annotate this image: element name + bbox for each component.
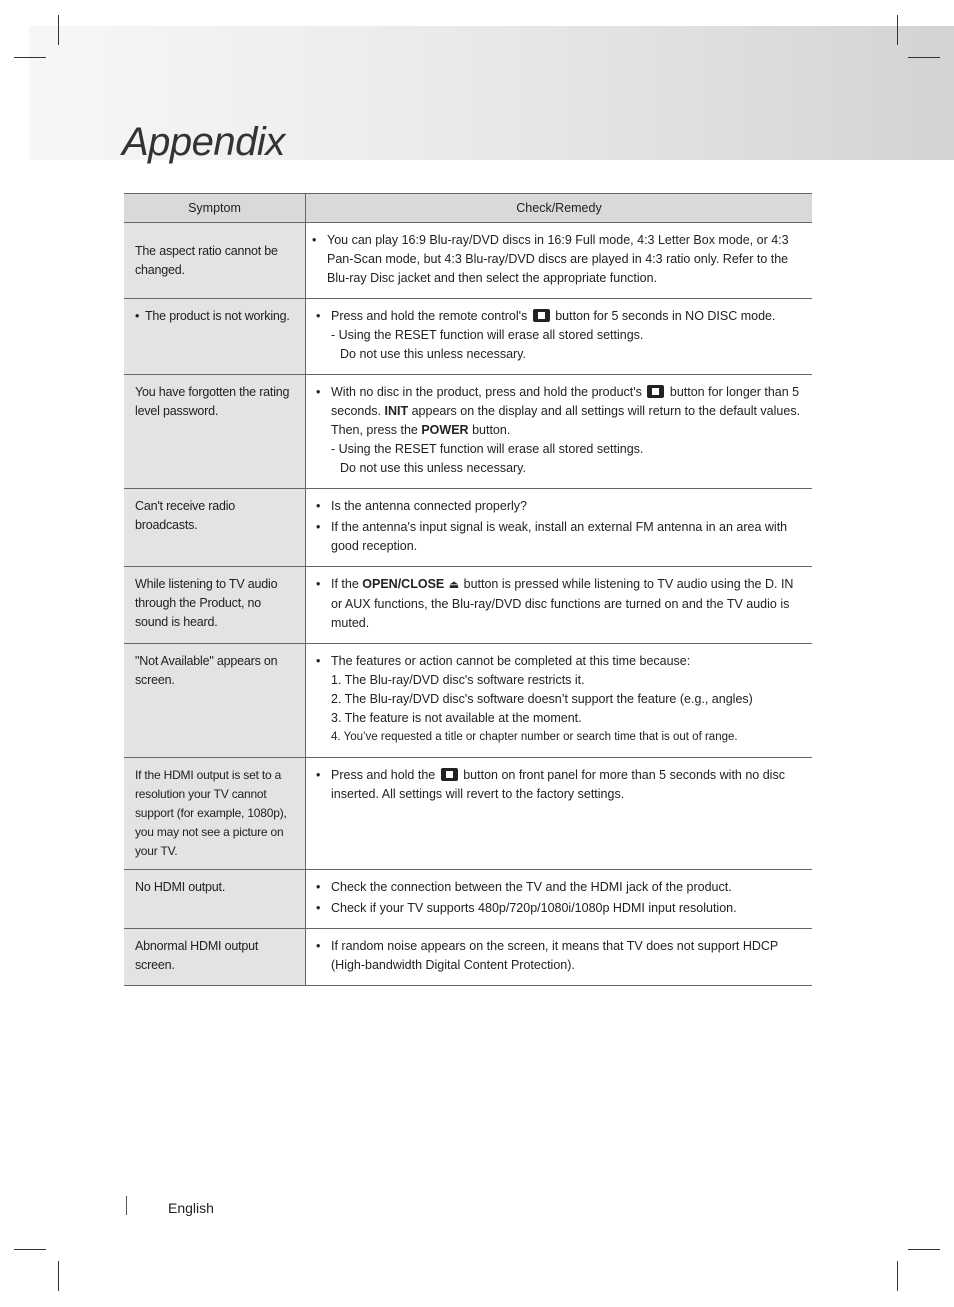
remedy-list [316,937,802,975]
remedy-text: The features or action cannot be completed at this time because: [331,654,691,668]
symptom-text: • The product is not working. [135,307,295,326]
list-item [316,652,802,747]
symptom-cell: Abnormal HDMI output screen. [124,929,306,986]
symptom-cell: If the HDMI output is set to a resolution your TV cannot support (for example, 1080p), you may not see a picture on your TV. [124,758,306,870]
stop-button-icon [441,768,458,781]
list-item [316,766,802,804]
remedy-cell [306,299,813,375]
remedy-cell [306,489,813,567]
remedy-text: Check if your TV supports 480p/720p/1080i/1080p HDMI input resolution. [331,901,737,915]
remedy-list [316,652,802,747]
list-item [316,518,802,556]
remedy-subline: 4. You’ve requested a title or chapter number or search time that is out of range. [331,731,738,743]
remedy-text: You can play 16:9 Blu-ray/DVD discs in 16:9 Full mode, 4:3 Letter Box mode, or 4:3 Pan-Scan mode, but 4:3 Blu-ray/DVD discs are played in 4:3 ratio only. Refer to the Blu-ray Disc jacket and then select the appropriate function. [327,233,789,285]
table-row [124,644,812,758]
remedy-subline: - Using the RESET function will erase all stored settings. [331,442,644,456]
list-item [316,497,802,516]
remedy-text: button on front panel for more than 5 seconds with no disc inserted. All settings will revert to the factory settings. [331,768,785,801]
page-title: Appendix [122,120,285,164]
remedy-text: If the antenna's input signal is weak, install an external FM antenna in an area with good reception. [331,520,788,553]
stop-button-icon [647,385,664,398]
remedy-text: If random noise appears on the screen, it means that TV does not support HDCP (High-bandwidth Digital Content Protection). [331,939,779,972]
table-row [124,489,812,567]
list-item [312,231,802,288]
remedy-list [316,383,802,478]
remedy-subline: Do not use this unless necessary. [340,347,526,361]
symptom-cell: You have forgotten the rating level password. [124,375,306,489]
remedy-cell [306,758,813,870]
symptom-cell: While listening to TV audio through the Product, no sound is heard. [124,567,306,644]
table-row [124,870,812,929]
list-item [316,383,802,478]
remedy-text: appears on the display and all settings will return to the default values. Then, press the [331,404,801,437]
remedy-list [316,766,802,804]
remedy-text: button for 5 seconds in NO DISC mode. [555,309,776,323]
remedy-list [316,575,802,633]
remedy-text: button is pressed while listening to TV audio using the D. IN or AUX functions, the Blu-ray/DVD disc functions are turned on and the TV audio is muted. [331,577,794,630]
remedy-list [316,307,802,364]
crop-mark [14,1249,46,1250]
remedy-cell [306,929,813,986]
remedy-cell [306,644,813,758]
remedy-subline: Do not use this unless necessary. [340,461,526,475]
crop-mark [908,1249,940,1250]
list-item [316,878,802,897]
remedy-text: button for longer than 5 seconds. [331,385,800,418]
remedy-text: If the [331,577,359,591]
remedy-text: Press and hold the remote control's [331,309,528,323]
crop-mark [58,15,59,45]
remedy-list [316,878,802,918]
init-label: INIT [384,404,409,418]
list-item [316,575,802,633]
header-remedy: Check/Remedy [306,194,813,223]
crop-mark [908,57,940,58]
table-row [124,758,812,870]
crop-mark [897,1261,898,1291]
table-row [124,223,812,299]
header-symptom: Symptom [124,194,306,223]
footer-divider [126,1196,127,1215]
eject-icon: ⏏ [448,579,460,591]
open-close-label: OPEN/CLOSE [362,577,445,591]
remedy-cell [306,223,813,299]
remedy-subline: - Using the RESET function will erase all stored settings. [331,328,644,342]
table-row [124,567,812,644]
remedy-cell [306,870,813,929]
remedy-text: Check the connection between the TV and the HDMI jack of the product. [331,880,732,894]
remedy-text: Press and hold the [331,768,436,782]
remedy-subline: 2. The Blu-ray/DVD disc's software doesn’t support the feature (e.g., angles) [331,692,753,706]
remedy-text: With no disc in the product, press and hold the product's [331,385,642,399]
symptom-cell: No HDMI output. [124,870,306,929]
symptom-cell: The aspect ratio cannot be changed. [124,223,306,299]
crop-mark [14,57,46,58]
footer-language: English [168,1200,214,1216]
remedy-cell [306,567,813,644]
remedy-subline: 3. The feature is not available at the moment. [331,711,582,725]
troubleshooting-table [124,193,812,986]
table-header-row [124,194,812,223]
remedy-text: button. [472,423,511,437]
table-row [124,929,812,986]
remedy-list [316,497,802,556]
remedy-cell [306,375,813,489]
list-item [316,899,802,918]
list-item [316,307,802,364]
remedy-list [312,231,802,288]
remedy-text: Is the antenna connected properly? [331,499,527,513]
table-row [124,375,812,489]
stop-button-icon [533,309,550,322]
power-label: POWER [421,423,469,437]
symptom-cell [124,299,306,375]
symptom-cell: "Not Available" appears on screen. [124,644,306,758]
crop-mark [58,1261,59,1291]
table-row [124,299,812,375]
list-item [316,937,802,975]
symptom-cell: Can't receive radio broadcasts. [124,489,306,567]
crop-mark [897,15,898,45]
remedy-subline: 1. The Blu-ray/DVD disc's software restricts it. [331,673,585,687]
